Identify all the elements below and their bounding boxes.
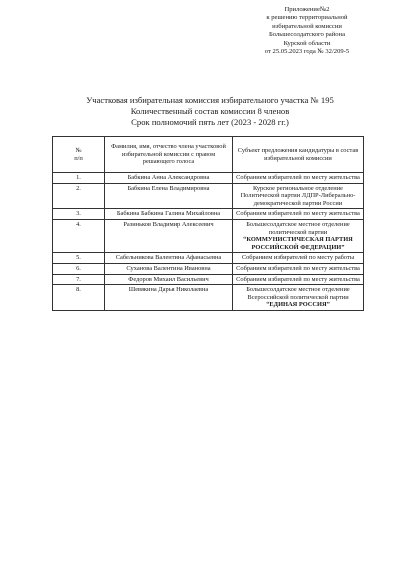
party-name: “ЕДИНАЯ РОССИЯ” [266, 301, 330, 309]
header-full-name: Фамилия, имя, отчество члена участковой избирательной комиссии с правом решающего голоса [105, 137, 233, 173]
nominating-subject [233, 285, 364, 311]
member-name: Сабельникова Валентина Афанасьевна [105, 253, 233, 264]
nominating-subject: Собранием избирателей по месту жительства [233, 209, 364, 220]
row-number: 7. [53, 274, 105, 285]
table-row [53, 183, 364, 209]
table-header-row [53, 137, 364, 173]
appendix-line: избирательной комиссии [272, 22, 342, 30]
table-row [53, 173, 364, 184]
appendix-note [232, 6, 382, 56]
subject-text: Большесолдатское местное отделение Всероссийской политической партии [246, 286, 350, 301]
table-row [53, 285, 364, 311]
commission-title: Участковая избирательная комиссия избирательного участка № 195 [86, 95, 334, 105]
appendix-line: к решению территориальной [266, 14, 348, 22]
member-name: Шевякина Дарья Николаевна [105, 285, 233, 311]
row-number: 2. [53, 183, 105, 209]
appendix-line: Курской области [283, 39, 331, 47]
member-name: Бабкина Бабкина Галина Михайловна [105, 209, 233, 220]
table-row [53, 209, 364, 220]
appendix-date: от 25.05.2023 года № 32/209-5 [264, 48, 350, 56]
member-name: Бабкина Анна Александровна [105, 173, 233, 184]
row-number: 5. [53, 253, 105, 264]
table-row [53, 263, 364, 274]
row-number: 4. [53, 219, 105, 252]
row-number: 3. [53, 209, 105, 220]
nominating-subject: Курское региональное отделение Политической партии ЛДПР-Либерально-демократической партии России [233, 183, 364, 209]
nominating-subject: Собранием избирателей по месту жительства [233, 274, 364, 285]
table-row [53, 274, 364, 285]
member-name: Федоров Михаил Васильевич [105, 274, 233, 285]
document-heading [40, 95, 380, 127]
nominating-subject: Собранием избирателей по месту жительства [233, 173, 364, 184]
header-number: № п/п [53, 137, 105, 173]
members-table [52, 136, 364, 311]
subject-text: Большесолдатское местное отделение политической партии [246, 220, 350, 236]
nominating-subject: Собранием избирателей по месту жительства [233, 263, 364, 274]
commission-size: Количественный состав комиссии 8 членов [130, 105, 290, 116]
appendix-title: Приложение№2 [284, 6, 330, 13]
member-name: Суханова Валентина Ивановна [105, 263, 233, 274]
nominating-subject [233, 219, 364, 252]
table-row [53, 253, 364, 264]
member-name: Разиньков Владимир Алексеевич [105, 219, 233, 252]
row-number: 1. [53, 173, 105, 184]
header-nominating-subject: Субъект предложения кандидатуры в состав избирательной комиссии [233, 137, 364, 173]
row-number: 6. [53, 263, 105, 274]
nominating-subject: Собранием избирателей по месту работы [233, 253, 364, 264]
table-row [53, 219, 364, 252]
appendix-line: Большесолдатского района [268, 31, 346, 39]
row-number: 8. [53, 285, 105, 311]
term-of-office: Срок полномочий пять лет (2023 - 2028 гг.) [131, 116, 289, 127]
member-name: Бабкина Елена Владимировна [105, 183, 233, 209]
party-name: “КОММУНИСТИЧЕСКАЯ ПАРТИЯ РОССИЙСКОЙ ФЕДЕРАЦИИ” [243, 236, 353, 251]
